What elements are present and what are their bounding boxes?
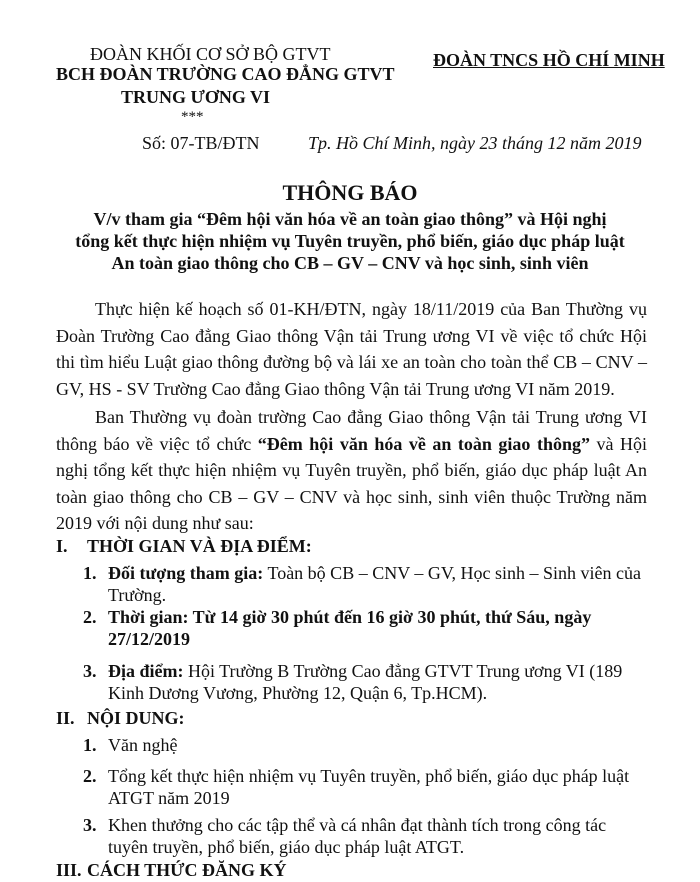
announcement-text-end: và Hội nghị tổng kết thực hiện nhiệm vụ Tuyên truyền, phổ biến, giáo dục pháp luật An toàn giao thông cho CB – GV – CNV và học sinh, sinh viên thuộc Trường năm 2019 với nội dung như sau: [56,433,647,533]
item-text: Hội Trường B Trường Cao đẳng GTVT Trung ương VI (189 Kinh Dương Vương, Phường 12, Quận 6, Tp.HCM). [108,661,623,703]
section-3-number: III. [56,860,82,880]
subject-line-3: An toàn giao thông cho CB – GV – CNV và học sinh, sinh viên [111,253,589,273]
item-label: Thời gian: [108,607,189,627]
announcement-text-start: Ban Thường vụ đoàn trường Cao đẳng Giao thông Vận tải Trung ương VI thông báo về việc tổ chức [56,407,647,454]
section-2-title: NỘI DUNG: [87,708,185,728]
document-number: Số: 07-TB/ĐTN [142,133,260,153]
document-title: THÔNG BÁO [282,180,418,205]
list-item [83,606,648,650]
item-number: 1. [83,735,97,755]
subject-line-1: V/v tham gia “Đêm hội văn hóa về an toàn giao thông” và Hội nghị [93,209,607,229]
item-text: Toàn bộ CB – CNV – GV, Học sinh – Sinh viên của Trường. [108,563,642,605]
item-text: Tổng kết thực hiện nhiệm vụ Tuyên truyền, phổ biến, giáo dục pháp luật ATGT năm 2019 [108,766,630,808]
union-name: ĐOÀN TNCS HỒ CHÍ MINH [433,50,665,70]
intro-paragraph [56,296,647,402]
item-text: Văn nghệ [108,735,178,755]
item-number: 1. [83,563,97,583]
item-number: 2. [83,607,97,627]
item-label: Đối tượng tham gia: [108,563,264,583]
item-number: 2. [83,766,97,786]
announcement-paragraph [56,404,647,537]
org-name-line2: BCH ĐOÀN TRƯỜNG CAO ĐẲNG GTVT [56,64,395,84]
event-name: “Đêm hội văn hóa về an toàn giao thông” [257,433,590,454]
item-text: Khen thưởng cho các tập thể và cá nhân đạt thành tích trong công tác tuyên truyền, phổ biến, giáo dục pháp luật ATGT. [108,815,607,857]
org-name-line1: ĐOÀN KHỐI CƠ SỞ BỘ GTVT [90,44,331,64]
org-name-line3: TRUNG ƯƠNG VI [121,87,271,107]
list-item [83,765,648,809]
list-item [83,562,648,606]
list-item [83,660,648,704]
item-label: Địa điểm: [108,661,184,681]
list-item [83,734,648,756]
item-text: Từ 14 giờ 30 phút đến 16 giờ 30 phút, thứ Sáu, ngày 27/12/2019 [108,607,592,649]
section-1-number: I. [56,536,68,556]
subject-line-2: tổng kết thực hiện nhiệm vụ Tuyên truyền, phổ biến, giáo dục pháp luật [75,231,625,251]
item-number: 3. [83,661,97,681]
section-3-title: CÁCH THỨC ĐĂNG KÝ [87,860,287,880]
intro-paragraph-text: Thực hiện kế hoạch số 01-KH/ĐTN, ngày 18/11/2019 của Ban Thường vụ Đoàn Trường Cao đẳng Giao thông Vận tải Trung ương VI về việc tổ chức Hội thi tìm hiểu Luật giao thông đường bộ và lái xe an toàn cho toàn thể CB – CNV – GV, HS - SV Trường Cao đẳng Giao thông Vận tải Trung ương VI năm 2019. [56,299,647,399]
section-2-number: II. [56,708,75,728]
place-and-date: Tp. Hồ Chí Minh, ngày 23 tháng 12 năm 2019 [308,133,642,153]
section-1-title: THỜI GIAN VÀ ĐỊA ĐIỂM: [87,536,312,556]
list-item [83,814,648,858]
item-number: 3. [83,815,97,835]
separator-stars: *** [181,109,204,125]
